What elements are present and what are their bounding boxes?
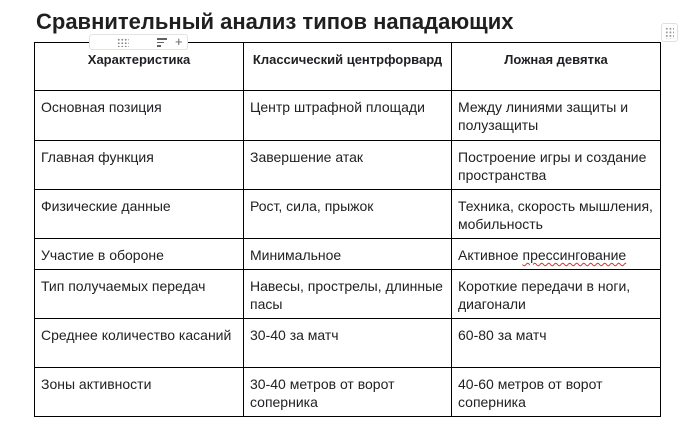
table-cell[interactable]: Между линиями защиты и полузащиты — [452, 91, 661, 141]
table-row — [35, 368, 661, 417]
table-row — [35, 270, 661, 319]
table-cell[interactable]: Главная функция — [35, 141, 244, 190]
table-cell[interactable]: Среднее количество касаний — [35, 319, 244, 368]
header-false-nine[interactable]: Ложная девятка — [452, 43, 661, 91]
plus-icon[interactable]: + — [175, 34, 183, 49]
table-row — [35, 91, 661, 141]
table-toolbar — [89, 34, 188, 50]
table-cell[interactable]: Техника, скорость мышления, мобильность — [452, 190, 661, 239]
table-row — [35, 190, 661, 239]
table-cell[interactable]: Физические данные — [35, 190, 244, 239]
drag-handle-icon — [665, 27, 674, 39]
drag-handle-icon[interactable] — [117, 38, 129, 47]
table-cell[interactable]: Основная позиция — [35, 91, 244, 141]
table-cell[interactable]: Навесы, прострелы, длинные пасы — [244, 270, 452, 319]
table-cell[interactable]: Минимальное — [244, 239, 452, 270]
table-cell[interactable]: Построение игры и создание пространства — [452, 141, 661, 190]
table-cell[interactable]: 30-40 за матч — [244, 319, 452, 368]
spellcheck-underline[interactable]: прессингование — [522, 247, 627, 263]
block-handle[interactable] — [661, 23, 678, 42]
comparison-table — [34, 42, 661, 417]
table-cell[interactable]: Тип получаемых передач — [35, 270, 244, 319]
table-cell[interactable]: Зоны активности — [35, 368, 244, 417]
table-row — [35, 319, 661, 368]
table-cell[interactable]: Короткие передачи в ноги, диагонали — [452, 270, 661, 319]
table-cell[interactable]: Рост, сила, прыжок — [244, 190, 452, 239]
table-row — [35, 239, 661, 270]
table-cell[interactable]: Центр штрафной площади — [244, 91, 452, 141]
table-cell[interactable]: 60-80 за матч — [452, 319, 661, 368]
table-row — [35, 141, 661, 190]
table-cell[interactable]: Участие в обороне — [35, 239, 244, 270]
table-cell[interactable]: Завершение атак — [244, 141, 452, 190]
header-classic-striker[interactable]: Классический центрфорвард — [244, 43, 452, 91]
table-cell[interactable]: 30-40 метров от ворот соперника — [244, 368, 452, 417]
header-characteristic[interactable]: Характеристика — [35, 43, 244, 91]
sort-icon[interactable] — [157, 38, 167, 47]
table-cell[interactable]: 40-60 метров от ворот соперника — [452, 368, 661, 417]
table-cell[interactable]: Активное прессингование — [452, 239, 661, 270]
document-title: Сравнительный анализ типов нападающих — [36, 9, 514, 34]
